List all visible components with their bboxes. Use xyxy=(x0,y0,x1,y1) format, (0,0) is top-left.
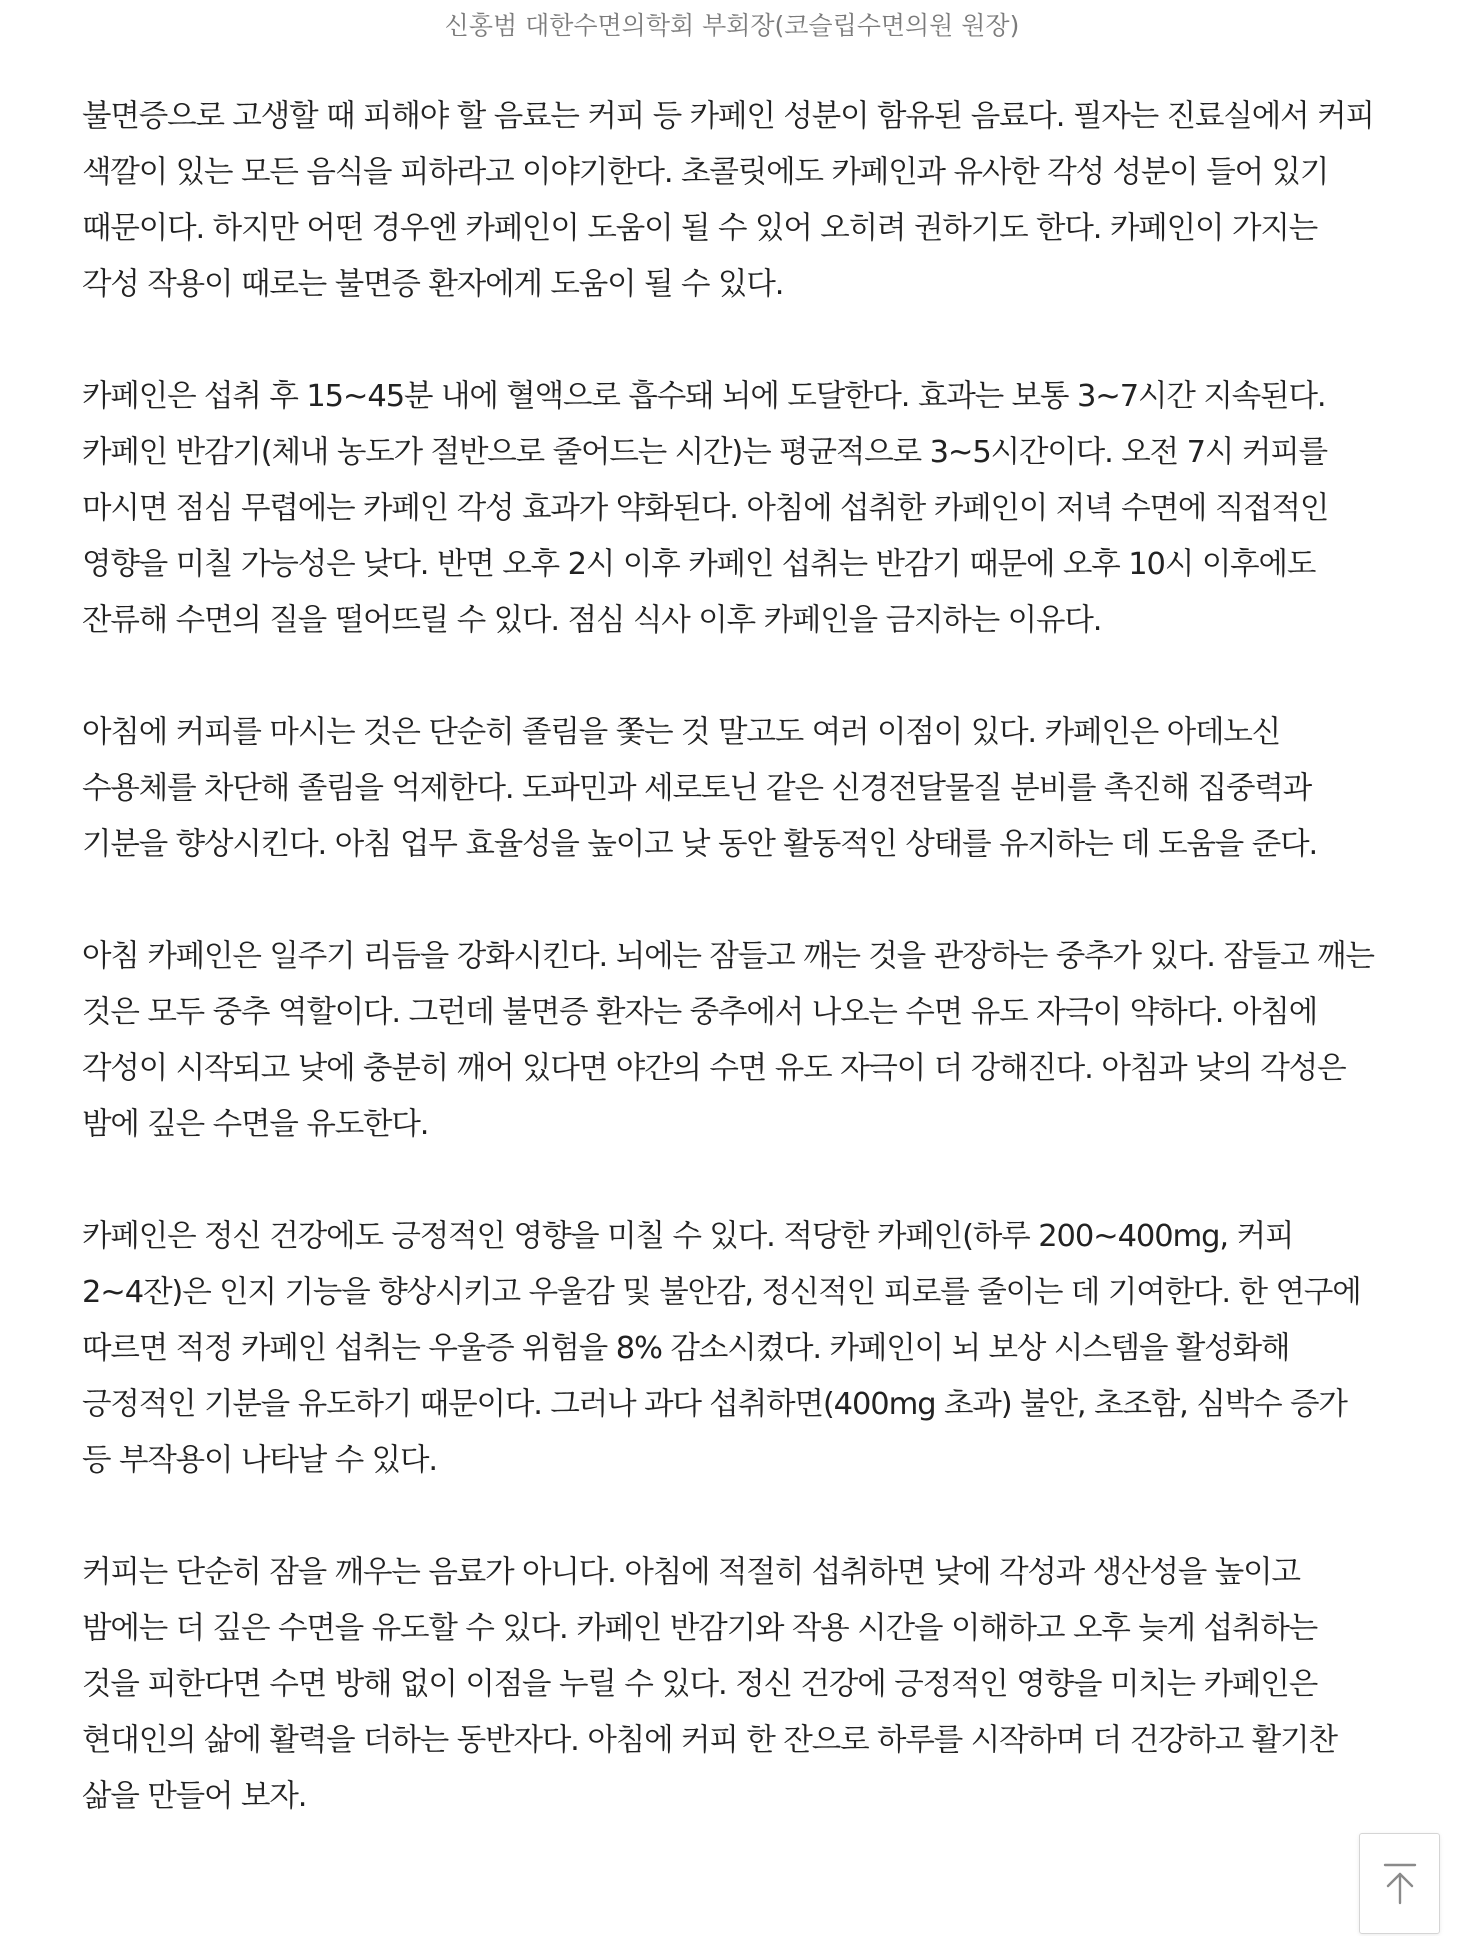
article-paragraph: 카페인은 정신 건강에도 긍정적인 영향을 미칠 수 있다. 적당한 카페인(하루 200~400mg, 커피 2~4잔)은 인지 기능을 향상시키고 우울감 및 불안감, 정신적인 피로를 줄이는 데 기여한다. 한 연구에 따르면 적정 카페인 섭취는 우울증 위험을 8% 감소시켰다. 카페인이 뇌 보상 시스템을 활성화해 긍정적인 기분을 유도하기 때문이다. 그러나 과다 섭취하면(400mg 초과) 불안, 초조함, 심박수 증가 등 부작용이 나타날 수 있다. xyxy=(82,1219,1361,1478)
article-paragraph: 커피는 단순히 잠을 깨우는 음료가 아니다. 아침에 적절히 섭취하면 낮에 각성과 생산성을 높이고 밤에는 더 깊은 수면을 유도할 수 있다. 카페인 반감기와 작용 시간을 이해하고 오후 늦게 섭취하는 것을 피한다면 수면 방해 없이 이점을 누릴 수 있다. 정신 건강에 긍정적인 영향을 미치는 카페인은 현대인의 삶에 활력을 더하는 동반자다. 아침에 커피 한 잔으로 하루를 시작하며 더 건강하고 활기찬 삶을 만들어 보자. xyxy=(82,1555,1337,1814)
article-paragraph: 불면증으로 고생할 때 피해야 할 음료는 커피 등 카페인 성분이 함유된 음료다. 필자는 진료실에서 커피 색깔이 있는 모든 음식을 피하라고 이야기한다. 초콜릿에도 카페인과 유사한 각성 성분이 들어 있기 때문이다. 하지만 어떤 경우엔 카페인이 도움이 될 수 있어 오히려 권하기도 한다. 카페인이 가지는 각성 작용이 때로는 불면증 환자에게 도움이 될 수 있다. xyxy=(82,99,1374,302)
article-paragraph: 아침에 커피를 마시는 것은 단순히 졸림을 쫓는 것 말고도 여러 이점이 있다. 카페인은 아데노신 수용체를 차단해 졸림을 억제한다. 도파민과 세로토닌 같은 신경전달물질 분비를 촉진해 집중력과 기분을 향상시킨다. 아침 업무 효율성을 높이고 낮 동안 활동적인 상태를 유지하는 데 도움을 준다. xyxy=(82,715,1318,862)
arrow-up-to-top-icon xyxy=(1382,1862,1418,1906)
article-paragraph: 카페인은 섭취 후 15~45분 내에 혈액으로 흡수돼 뇌에 도달한다. 효과는 보통 3~7시간 지속된다. 카페인 반감기(체내 농도가 절반으로 줄어드는 시간)는 평균적으로 3~5시간이다. 오전 7시 커피를 마시면 점심 무렵에는 카페인 각성 효과가 약화된다. 아침에 섭취한 카페인이 저녁 수면에 직접적인 영향을 미칠 가능성은 낮다. 반면 오후 2시 이후 카페인 섭취는 반감기 때문에 오후 10시 이후에도 잔류해 수면의 질을 떨어뜨릴 수 있다. 점심 식사 이후 카페인을 금지하는 이유다. xyxy=(82,379,1329,638)
article-paragraph: 아침 카페인은 일주기 리듬을 강화시킨다. 뇌에는 잠들고 깨는 것을 관장하는 중추가 있다. 잠들고 깨는 것은 모두 중추 역할이다. 그런데 불면증 환자는 중추에서 나오는 수면 유도 자극이 약하다. 아침에 각성이 시작되고 낮에 충분히 깨어 있다면 야간의 수면 유도 자극이 더 강해진다. 아침과 낮의 각성은 밤에 깊은 수면을 유도한다. xyxy=(82,939,1374,1142)
article-body xyxy=(82,89,1382,1881)
author-byline: 신홍범 대한수면의학회 부회장(코슬립수면의원 원장) xyxy=(444,11,1020,40)
scroll-to-top-button[interactable] xyxy=(1359,1833,1440,1934)
